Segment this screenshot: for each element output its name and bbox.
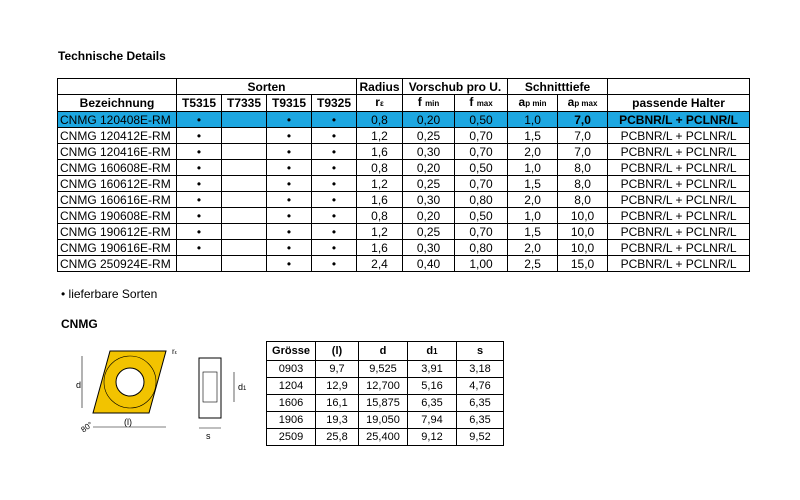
- table-row: [58, 224, 750, 240]
- header-ap-min: ap min: [508, 95, 558, 112]
- cell-grade-t5315: •: [177, 160, 222, 176]
- cell-holder: PCBNR/L + PCLNR/L: [608, 128, 750, 144]
- dims-cell-s: 6,35: [457, 395, 504, 412]
- cell-ap-max: 10,0: [558, 224, 608, 240]
- cell-grade-t7335: [222, 256, 267, 272]
- cell-radius: 1,6: [357, 192, 403, 208]
- cell-grade-t9315: •: [267, 256, 312, 272]
- cell-grade-t9325: •: [312, 176, 357, 192]
- cell-grade-t7335: [222, 208, 267, 224]
- cell-name: CNMG 190616E-RM: [58, 240, 177, 256]
- cell-grade-t5315: •: [177, 224, 222, 240]
- table-row: [58, 176, 750, 192]
- table-row: [58, 256, 750, 272]
- cell-f-min: 0,20: [403, 112, 455, 128]
- header-radius: Radius: [357, 79, 403, 95]
- cell-holder: PCBNR/L + PCLNR/L: [608, 208, 750, 224]
- cell-grade-t5315: •: [177, 240, 222, 256]
- cell-holder: PCBNR/L + PCLNR/L: [608, 176, 750, 192]
- cell-name: CNMG 120408E-RM: [58, 112, 177, 128]
- dims-cell-l: 12,9: [316, 378, 359, 395]
- cell-ap-min: 1,5: [508, 176, 558, 192]
- dims-cell-l: 9,7: [316, 361, 359, 378]
- cell-ap-min: 1,0: [508, 208, 558, 224]
- dims-cell-d: 25,400: [359, 429, 408, 446]
- cell-name: CNMG 160612E-RM: [58, 176, 177, 192]
- header-grade-t9325: T9325: [312, 95, 357, 112]
- cell-ap-max: 7,0: [558, 128, 608, 144]
- cell-grade-t9315: •: [267, 224, 312, 240]
- cell-grade-t7335: [222, 144, 267, 160]
- cell-f-max: 0,50: [455, 208, 508, 224]
- cell-ap-max: 8,0: [558, 160, 608, 176]
- header-grade-t9315: T9315: [267, 95, 312, 112]
- dims-cell-d: 19,050: [359, 412, 408, 429]
- cell-grade-t7335: [222, 240, 267, 256]
- cell-grade-t5315: •: [177, 128, 222, 144]
- label-angle: 80°: [79, 420, 95, 435]
- cell-grade-t5315: [177, 256, 222, 272]
- cell-grade-t7335: [222, 224, 267, 240]
- header-f-max: f max: [455, 95, 508, 112]
- header-grade-t5315: T5315: [177, 95, 222, 112]
- label-l: (l): [124, 417, 132, 427]
- cell-radius: 0,8: [357, 160, 403, 176]
- table-row: [58, 112, 750, 128]
- dims-header-s: s: [457, 342, 504, 361]
- header-schnitttiefe: Schnitttiefe: [508, 79, 608, 95]
- cell-ap-max: 10,0: [558, 240, 608, 256]
- table-header-group-row: [58, 79, 750, 95]
- cell-grade-t9325: •: [312, 160, 357, 176]
- dims-cell-size: 2509: [267, 429, 316, 446]
- cell-grade-t9315: •: [267, 128, 312, 144]
- cell-radius: 1,2: [357, 224, 403, 240]
- cell-name: CNMG 160608E-RM: [58, 160, 177, 176]
- cell-grade-t9315: •: [267, 208, 312, 224]
- cell-ap-min: 2,0: [508, 192, 558, 208]
- cell-f-min: 0,20: [403, 160, 455, 176]
- cell-f-max: 0,70: [455, 128, 508, 144]
- cell-ap-min: 1,5: [508, 128, 558, 144]
- dims-row: [267, 395, 504, 412]
- cell-name: CNMG 190612E-RM: [58, 224, 177, 240]
- section-title: Technische Details: [58, 49, 166, 63]
- cell-f-max: 0,80: [455, 192, 508, 208]
- dims-cell-size: 0903: [267, 361, 316, 378]
- header-sorten: Sorten: [177, 79, 357, 95]
- cell-holder: PCBNR/L + PCLNR/L: [608, 144, 750, 160]
- dims-cell-d1: 7,94: [408, 412, 457, 429]
- dims-cell-d1: 3,91: [408, 361, 457, 378]
- dims-cell-s: 9,52: [457, 429, 504, 446]
- cell-holder: PCBNR/L + PCLNR/L: [608, 192, 750, 208]
- cell-f-max: 0,70: [455, 144, 508, 160]
- cell-ap-max: 7,0: [558, 112, 608, 128]
- insert-type-label: CNMG: [61, 317, 98, 331]
- dims-row: [267, 429, 504, 446]
- dims-header-d: d: [359, 342, 408, 361]
- cell-ap-min: 2,0: [508, 144, 558, 160]
- cell-ap-max: 10,0: [558, 208, 608, 224]
- cell-grade-t9315: •: [267, 144, 312, 160]
- dims-cell-l: 16,1: [316, 395, 359, 412]
- cell-f-max: 1,00: [455, 256, 508, 272]
- cell-f-min: 0,25: [403, 128, 455, 144]
- cell-ap-max: 8,0: [558, 176, 608, 192]
- table-row: [58, 144, 750, 160]
- cell-f-min: 0,30: [403, 192, 455, 208]
- cell-ap-min: 1,0: [508, 160, 558, 176]
- header-vorschub: Vorschub pro U.: [403, 79, 508, 95]
- header-r-epsilon: rε: [357, 95, 403, 112]
- cell-radius: 1,6: [357, 144, 403, 160]
- cell-name: CNMG 160616E-RM: [58, 192, 177, 208]
- cell-grade-t9325: •: [312, 224, 357, 240]
- cell-grade-t9325: •: [312, 144, 357, 160]
- dims-cell-d1: 6,35: [408, 395, 457, 412]
- cell-ap-max: 15,0: [558, 256, 608, 272]
- cell-grade-t9315: •: [267, 240, 312, 256]
- cell-holder: PCBNR/L + PCLNR/L: [608, 224, 750, 240]
- cell-grade-t9315: •: [267, 192, 312, 208]
- dims-row: [267, 378, 504, 395]
- dims-cell-size: 1606: [267, 395, 316, 412]
- cell-grade-t7335: [222, 192, 267, 208]
- insert-side-hole: [203, 372, 217, 402]
- cell-ap-max: 7,0: [558, 144, 608, 160]
- label-d: d: [76, 380, 82, 390]
- cell-grade-t9325: •: [312, 256, 357, 272]
- cell-radius: 1,2: [357, 176, 403, 192]
- cell-f-min: 0,40: [403, 256, 455, 272]
- cell-f-max: 0,50: [455, 160, 508, 176]
- cell-ap-min: 1,0: [508, 112, 558, 128]
- cell-ap-max: 8,0: [558, 192, 608, 208]
- header-halter: passende Halter: [608, 95, 750, 112]
- cell-f-max: 0,50: [455, 112, 508, 128]
- dims-cell-s: 4,76: [457, 378, 504, 395]
- table-row: [58, 128, 750, 144]
- dims-cell-size: 1204: [267, 378, 316, 395]
- cell-name: CNMG 120412E-RM: [58, 128, 177, 144]
- dims-cell-s: 6,35: [457, 412, 504, 429]
- dims-header-size: Grösse: [267, 342, 316, 361]
- insert-hole: [116, 368, 144, 396]
- cell-grade-t5315: •: [177, 208, 222, 224]
- cell-holder: PCBNR/L + PCLNR/L: [608, 256, 750, 272]
- cell-ap-min: 1,5: [508, 224, 558, 240]
- grade-note: • lieferbare Sorten: [61, 287, 158, 301]
- cell-name: CNMG 120416E-RM: [58, 144, 177, 160]
- header-f-min: f min: [403, 95, 455, 112]
- dims-header-l: (l): [316, 342, 359, 361]
- cell-grade-t7335: [222, 160, 267, 176]
- cell-grade-t7335: [222, 112, 267, 128]
- cell-f-max: 0,70: [455, 176, 508, 192]
- cell-ap-min: 2,5: [508, 256, 558, 272]
- label-s: s: [206, 431, 211, 441]
- dims-header-d1: d1: [408, 342, 457, 361]
- table-row: [58, 160, 750, 176]
- cell-radius: 1,6: [357, 240, 403, 256]
- dims-cell-s: 3,18: [457, 361, 504, 378]
- cell-grade-t9325: •: [312, 128, 357, 144]
- dims-cell-d: 15,875: [359, 395, 408, 412]
- cell-f-min: 0,25: [403, 176, 455, 192]
- dims-header-row: [267, 342, 504, 361]
- cell-radius: 2,4: [357, 256, 403, 272]
- cell-name: CNMG 190608E-RM: [58, 208, 177, 224]
- cell-radius: 0,8: [357, 208, 403, 224]
- cell-holder: PCBNR/L + PCLNR/L: [608, 240, 750, 256]
- cell-grade-t9315: •: [267, 176, 312, 192]
- cell-grade-t9325: •: [312, 240, 357, 256]
- header-grade-t7335: T7335: [222, 95, 267, 112]
- cell-radius: 1,2: [357, 128, 403, 144]
- cell-grade-t7335: [222, 176, 267, 192]
- cell-f-max: 0,80: [455, 240, 508, 256]
- dims-cell-l: 25,8: [316, 429, 359, 446]
- cell-f-max: 0,70: [455, 224, 508, 240]
- cell-grade-t5315: •: [177, 192, 222, 208]
- insert-drawing: [76, 344, 251, 444]
- table-row: [58, 240, 750, 256]
- dims-cell-d1: 9,12: [408, 429, 457, 446]
- dims-row: [267, 412, 504, 429]
- cell-grade-t9315: •: [267, 160, 312, 176]
- cell-grade-t5315: •: [177, 144, 222, 160]
- cell-f-min: 0,25: [403, 224, 455, 240]
- header-ap-max: ap max: [558, 95, 608, 112]
- cell-name: CNMG 250924E-RM: [58, 256, 177, 272]
- cell-grade-t9325: •: [312, 112, 357, 128]
- cell-f-min: 0,30: [403, 240, 455, 256]
- technical-details-table: [57, 78, 750, 272]
- dims-cell-l: 19,3: [316, 412, 359, 429]
- cell-grade-t5315: •: [177, 112, 222, 128]
- cell-f-min: 0,30: [403, 144, 455, 160]
- dims-cell-d: 12,700: [359, 378, 408, 395]
- cell-radius: 0,8: [357, 112, 403, 128]
- cell-holder: PCBNR/L + PCLNR/L: [608, 112, 750, 128]
- cell-grade-t9315: •: [267, 112, 312, 128]
- label-r: rε: [172, 347, 177, 356]
- header-blank: [58, 79, 177, 95]
- table-row: [58, 192, 750, 208]
- cell-grade-t9325: •: [312, 192, 357, 208]
- cell-holder: PCBNR/L + PCLNR/L: [608, 160, 750, 176]
- cell-grade-t5315: •: [177, 176, 222, 192]
- dims-cell-d: 9,525: [359, 361, 408, 378]
- dims-cell-d1: 5,16: [408, 378, 457, 395]
- label-d1: d1: [238, 382, 247, 392]
- dimensions-table: [266, 341, 504, 446]
- dims-cell-size: 1906: [267, 412, 316, 429]
- header-bezeichnung: Bezeichnung: [58, 95, 177, 112]
- header-blank-right: [608, 79, 750, 95]
- cell-ap-min: 2,0: [508, 240, 558, 256]
- cell-grade-t7335: [222, 128, 267, 144]
- table-row: [58, 208, 750, 224]
- dims-row: [267, 361, 504, 378]
- table-header-row: [58, 95, 750, 112]
- cell-f-min: 0,20: [403, 208, 455, 224]
- cell-grade-t9325: •: [312, 208, 357, 224]
